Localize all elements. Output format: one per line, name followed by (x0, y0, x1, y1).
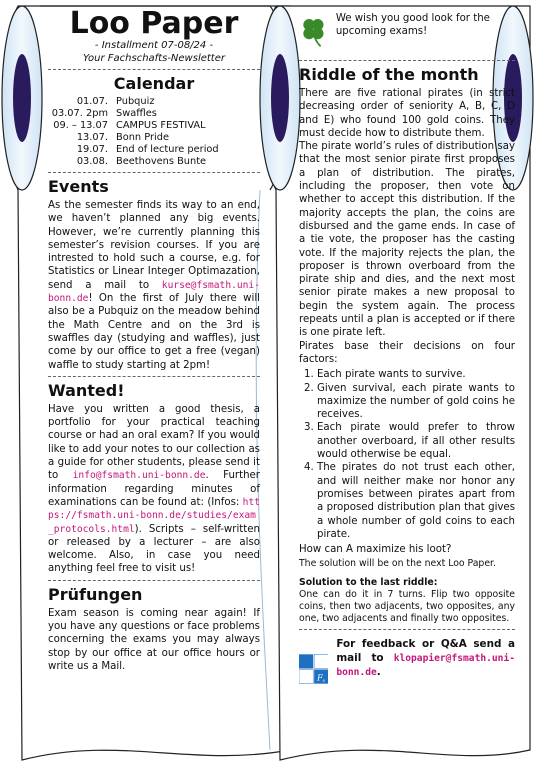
divider (48, 69, 260, 70)
calendar-date: 13.07. (76, 132, 108, 143)
wanted-text-part: Have you written a good thesis, a portfolio for your practical teaching course or had an oral exam? If you would like to add your notes to our collection as a guide for other students, please send it to (48, 403, 260, 482)
events-heading: Events (48, 177, 109, 196)
wanted-text-part: . Further information regarding minutes of examinations can be found at: (Infos: (48, 470, 260, 508)
divider (48, 580, 260, 581)
installment-label: - Installment 07-08/24 - (94, 40, 214, 51)
left-column (48, 6, 260, 673)
feedback-box (299, 638, 515, 700)
events-email-link[interactable]: kurse@fsmath.uni-bonn.de (48, 279, 260, 305)
calendar-row (48, 96, 260, 108)
list-item: 1. Each pirate wants to survive. (317, 368, 515, 381)
logo-letter: F (316, 673, 323, 684)
newsletter-title: Loo Paper (69, 6, 239, 41)
riddle-para-2: The pirate world’s rules of distribution say that the most senior pirate first proposes a plan of distribution. The pirates, including the proposer, then vote on whether to accept this distribution. If the majority accepts the plan, the coins are disbursed and the game ends. In case of a tie vote, the proposer has the casting vote. If the majority rejects the plan, the proposer is thrown overboard from the pirate ship and dies, and the next most senior pirate makes a new proposal to begin the system again. The process repeats until a plan is accepted or if there is one pirate left. (299, 141, 515, 339)
solution-heading-text: Solution to the last riddle (299, 576, 434, 588)
calendar-event: Beethovens Bunte (116, 156, 207, 167)
wanted-text-part: ). Scripts – self-written or released by a lecturer – are also welcome. Also, in case you need anything feel free to visit us! (48, 523, 260, 575)
divider (299, 629, 515, 630)
calendar-event: CAMPUS FESTIVAL (116, 120, 206, 131)
feedback-text-end: . (376, 666, 381, 678)
feedback-text (336, 638, 515, 679)
right-column (299, 6, 515, 700)
divider (299, 60, 515, 61)
divider (48, 376, 260, 377)
solution-text: One can do it in 7 turns. Flip two opposite coins, then two adjacents, two opposites, any one, two adjacents and finally two opposites. (299, 588, 515, 625)
wanted-email-link[interactable]: info@fsmath.uni-bonn.de (72, 470, 206, 482)
calendar-date: 19.07. (76, 144, 108, 155)
logo-subscript: s (322, 679, 325, 685)
riddle-note: The solution will be on the next Loo Paper. (299, 558, 496, 570)
events-text-part: ! On the first of July there will also be a Pubquiz on the meadow behind the Math Centre and on the 3rd is swaffles day (studying and waffles), just come by our office to get a free (vegan) waffle to study starting at 2pm! (48, 293, 260, 371)
good-luck-box (299, 10, 515, 54)
exam-protocols-link[interactable]: https://fsmath.uni-bonn.de/studies/exam_protocols.html (48, 496, 260, 535)
calendar-date: 01.07. (76, 96, 108, 107)
calendar-date: 03.07. 2pm (51, 108, 108, 119)
calendar-row (48, 108, 260, 120)
feedback-text-part: For feedback or Q&A send a mail to (336, 638, 515, 665)
calendar-table (48, 96, 260, 168)
events-text-part: As the semester finds its way to an end, we haven’t planned any big events. However, we’re currently planning this semester’s revision courses. If you are intrested to hold such a course, e.g. for Statistics or Linear Integer Optimazation, send a mail to (48, 200, 260, 291)
solution-heading: Solution to the last riddle: (299, 576, 438, 588)
calendar-event: End of lecture period (116, 144, 219, 155)
fachschaft-logo-icon (299, 638, 328, 700)
list-item: 3. Each pirate would prefer to throw another overboard, if all other results would otherwise be equal. (317, 421, 515, 461)
calendar-row (48, 132, 260, 144)
four-leaf-clover-icon (299, 10, 328, 54)
calendar-row (48, 144, 260, 156)
calendar-event: Swaffles (116, 108, 157, 119)
list-item: 2. Given survival, each pirate wants to maximize the number of gold coins he receives. (317, 382, 515, 422)
calendar-event: Pubquiz (116, 96, 155, 107)
calendar-date: 03.08. (76, 156, 108, 167)
feedback-email-link[interactable]: klopapier@fsmath.uni-bonn.de (336, 653, 515, 678)
divider (48, 172, 260, 173)
wanted-heading: Wanted! (48, 380, 125, 400)
riddle-heading: Riddle of the month (299, 65, 479, 84)
pruefungen-text: Exam season is coming near again! If you have any questions or face problems concerning the exams you may always stop by our office at our office hours or write us a Mail. (48, 607, 260, 672)
calendar-row (48, 120, 260, 132)
calendar-event: Bonn Pride (116, 132, 169, 143)
good-luck-text: We wish you good look for the upcoming exams! (335, 13, 490, 38)
riddle-para-1: There are five rational pirates (in strict decreasing order of seniority A, B, C, D and E) who found 100 gold coins. They must decide how to distribute them. (299, 88, 515, 139)
list-item: 4. The pirates do not trust each other, and will neither make nor honor any promises between pirates apart from a proposed distribution plan that gives a whole number of gold coins to each pirate. (317, 461, 515, 541)
riddle-factor-list (299, 368, 515, 541)
riddle-para-3: Pirates base their decisions on four factors: (299, 340, 515, 365)
calendar-heading: Calendar (113, 74, 195, 93)
pruefungen-heading: Prüfungen (48, 584, 143, 604)
calendar-row (48, 156, 260, 168)
calendar-date: 09. – 13.07 (53, 120, 108, 131)
riddle-question: How can A maximize his loot? (299, 544, 452, 556)
newsletter-tagline: Your Fachschafts-Newsletter (83, 52, 225, 64)
events-text (48, 199, 260, 372)
wanted-text (48, 403, 260, 576)
